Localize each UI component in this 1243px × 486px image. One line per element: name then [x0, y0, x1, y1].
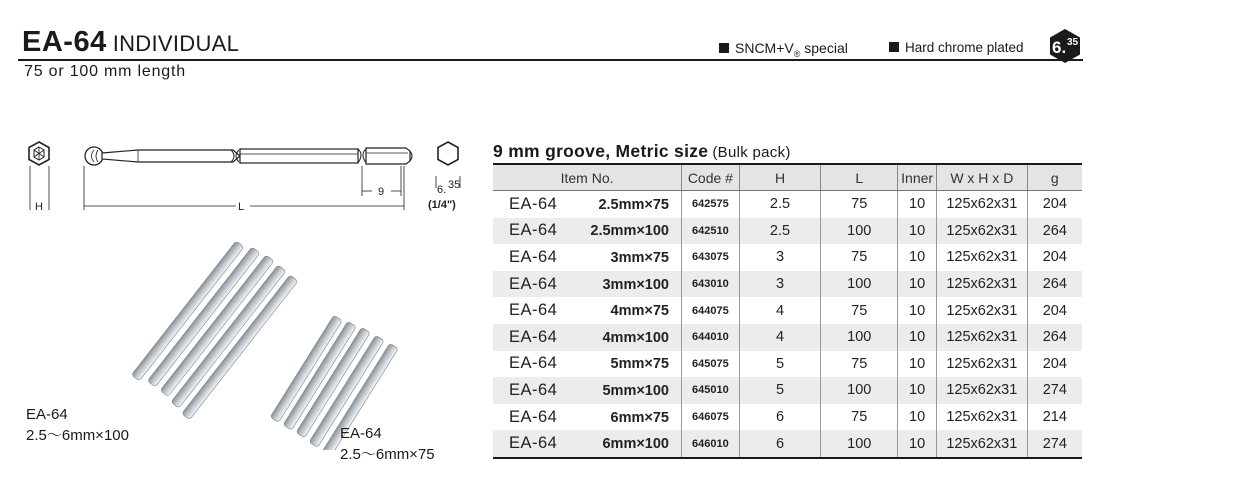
- table-row: [493, 297, 1082, 324]
- h-cell: 4: [739, 324, 821, 351]
- item-size: 4mm×100: [602, 329, 669, 346]
- l-cell: 75: [821, 244, 898, 271]
- item-cell: [493, 244, 682, 271]
- table-row: [493, 351, 1082, 378]
- table-row: [493, 430, 1082, 458]
- groove-dimension: [362, 166, 401, 198]
- caption-model: EA-64: [26, 406, 68, 423]
- code-cell: 644010: [682, 324, 740, 351]
- h-label: H: [35, 201, 43, 213]
- length-dimension: [84, 166, 404, 213]
- item-cell: [493, 430, 682, 458]
- item-model: EA-64: [509, 194, 558, 213]
- weight-cell: 204: [1042, 249, 1067, 266]
- table-heading: [493, 141, 791, 162]
- model-name: EA-64: [22, 26, 107, 58]
- l-cell: 75: [821, 297, 898, 324]
- code-cell: 643075: [682, 244, 740, 271]
- dims-cell: 125x62x31: [937, 191, 1028, 218]
- feature-plating-text: Hard chrome plated: [905, 40, 1024, 55]
- inner-cell: 10: [898, 271, 937, 298]
- col-dimensions: W x H x D: [937, 164, 1028, 191]
- table-row: [493, 218, 1082, 245]
- page-title: [22, 27, 239, 59]
- length-note: 75 or 100 mm length: [24, 63, 186, 80]
- item-model: EA-64: [509, 274, 558, 293]
- inner-cell: 10: [898, 244, 937, 271]
- col-code: Code #: [682, 164, 740, 191]
- h-cell: 6: [739, 430, 821, 458]
- table-row: [493, 404, 1082, 431]
- item-size: 6mm×75: [610, 409, 669, 426]
- item-model: EA-64: [509, 247, 558, 266]
- item-model: EA-64: [509, 221, 558, 240]
- item-cell: [493, 377, 682, 404]
- item-model: EA-64: [509, 354, 558, 373]
- table-header-row: [493, 164, 1082, 191]
- hex-size-label: 6.: [437, 184, 447, 196]
- table-row: [493, 244, 1082, 271]
- feature-plating: [889, 40, 1024, 55]
- l-cell: 100: [821, 377, 898, 404]
- item-size: 2.5mm×100: [590, 223, 669, 240]
- l-cell: 100: [821, 324, 898, 351]
- caption-model: EA-64: [340, 425, 382, 442]
- weight-cell: 214: [1042, 409, 1067, 426]
- item-model: EA-64: [509, 301, 558, 320]
- dims-cell: 125x62x31: [937, 324, 1028, 351]
- item-cell: [493, 351, 682, 378]
- item-size: 5mm×75: [610, 356, 669, 373]
- photo-caption-75mm: [340, 423, 435, 465]
- badge-main-text: 6.: [1052, 38, 1067, 57]
- item-cell: [493, 297, 682, 324]
- code-cell: 644075: [682, 297, 740, 324]
- inner-cell: 10: [898, 351, 937, 378]
- item-cell: [493, 191, 682, 218]
- spec-table: [493, 163, 1082, 459]
- feature-material: [719, 40, 848, 59]
- badge-sup-text: 35: [1067, 37, 1079, 48]
- weight-cell: 264: [1027, 271, 1082, 298]
- col-item-no: Item No.: [493, 164, 682, 191]
- weight-cell: 264: [1027, 324, 1082, 351]
- item-size: 5mm×100: [602, 382, 669, 399]
- weight-cell: 204: [1042, 355, 1067, 372]
- code-cell: 646075: [682, 404, 740, 431]
- table-heading-text: 9 mm groove, Metric size: [493, 141, 709, 161]
- code-cell: 642575: [682, 191, 740, 218]
- dims-cell: 125x62x31: [937, 244, 1028, 271]
- bit-side-view-icon: [85, 147, 412, 165]
- weight-cell: 204: [1042, 196, 1067, 213]
- pack-type: (Bulk pack): [712, 144, 791, 161]
- feature-material-text: SNCM+V: [735, 40, 794, 56]
- bullet-square-icon: [889, 42, 899, 52]
- feature-material-suffix: special: [800, 40, 848, 56]
- weight-cell: 274: [1027, 430, 1082, 458]
- inner-cell: 10: [898, 430, 937, 458]
- l-cell: 75: [821, 351, 898, 378]
- bullet-square-icon: [719, 43, 729, 53]
- caption-size: 2.5〜6mm×100: [26, 427, 129, 444]
- h-cell: 6: [739, 404, 821, 431]
- dims-cell: 125x62x31: [937, 404, 1028, 431]
- inner-cell: 10: [898, 377, 937, 404]
- hex-size-badge-icon: [1047, 28, 1083, 64]
- caption-size: 2.5〜6mm×75: [340, 446, 435, 463]
- h-dimension: [30, 166, 49, 213]
- code-cell: 646010: [682, 430, 740, 458]
- item-model: EA-64: [509, 407, 558, 426]
- l-cell: 100: [821, 271, 898, 298]
- photo-caption-100mm: [26, 404, 129, 446]
- item-cell: [493, 271, 682, 298]
- item-size: 3mm×75: [610, 249, 669, 266]
- table-row: [493, 191, 1082, 218]
- code-cell: 645075: [682, 351, 740, 378]
- l-cell: 100: [821, 218, 898, 245]
- item-size: 3mm×100: [602, 276, 669, 293]
- weight-cell: 274: [1027, 377, 1082, 404]
- item-size: 6mm×100: [602, 436, 669, 453]
- h-cell: 3: [739, 244, 821, 271]
- item-model: EA-64: [509, 434, 558, 453]
- dims-cell: 125x62x31: [937, 377, 1028, 404]
- technical-drawing: [18, 130, 488, 230]
- item-size: 4mm×75: [610, 303, 669, 320]
- hex-end-view-icon: [29, 142, 49, 165]
- dims-cell: 125x62x31: [937, 430, 1028, 458]
- item-cell: [493, 324, 682, 351]
- table-row: [493, 377, 1082, 404]
- l-cell: 75: [821, 191, 898, 218]
- model-type: INDIVIDUAL: [112, 31, 240, 56]
- h-cell: 2.5: [739, 218, 821, 245]
- l-cell: 75: [821, 404, 898, 431]
- inner-cell: 10: [898, 404, 937, 431]
- item-cell: [493, 218, 682, 245]
- code-cell: 642510: [682, 218, 740, 245]
- dims-cell: 125x62x31: [937, 218, 1028, 245]
- dims-cell: 125x62x31: [937, 351, 1028, 378]
- hex-inch-label: (1/4"): [428, 199, 456, 211]
- table-row: [493, 324, 1082, 351]
- item-cell: [493, 404, 682, 431]
- weight-cell: 204: [1042, 302, 1067, 319]
- table-row: [493, 271, 1082, 298]
- weight-cell: 264: [1027, 218, 1082, 245]
- col-h: H: [739, 164, 821, 191]
- code-cell: 643010: [682, 271, 740, 298]
- h-cell: 3: [739, 271, 821, 298]
- col-weight: g: [1027, 164, 1082, 191]
- item-model: EA-64: [509, 380, 558, 399]
- h-cell: 2.5: [739, 191, 821, 218]
- h-cell: 4: [739, 297, 821, 324]
- col-inner: Inner: [898, 164, 937, 191]
- length-label: L: [238, 201, 245, 213]
- title-divider: [18, 59, 1083, 61]
- h-cell: 5: [739, 377, 821, 404]
- registered-mark: ®: [793, 48, 801, 59]
- item-size: 2.5mm×75: [598, 196, 669, 213]
- inner-cell: 10: [898, 297, 937, 324]
- inner-cell: 10: [898, 191, 937, 218]
- dims-cell: 125x62x31: [937, 271, 1028, 298]
- code-cell: 645010: [682, 377, 740, 404]
- h-cell: 5: [739, 351, 821, 378]
- inner-cell: 10: [898, 218, 937, 245]
- dims-cell: 125x62x31: [937, 297, 1028, 324]
- groove-label: 9: [378, 186, 385, 198]
- item-model: EA-64: [509, 327, 558, 346]
- l-cell: 100: [821, 430, 898, 458]
- col-l: L: [821, 164, 898, 191]
- hex-shank-view-icon: [428, 142, 460, 211]
- inner-cell: 10: [898, 324, 937, 351]
- hex-size-sup: 35: [448, 179, 461, 191]
